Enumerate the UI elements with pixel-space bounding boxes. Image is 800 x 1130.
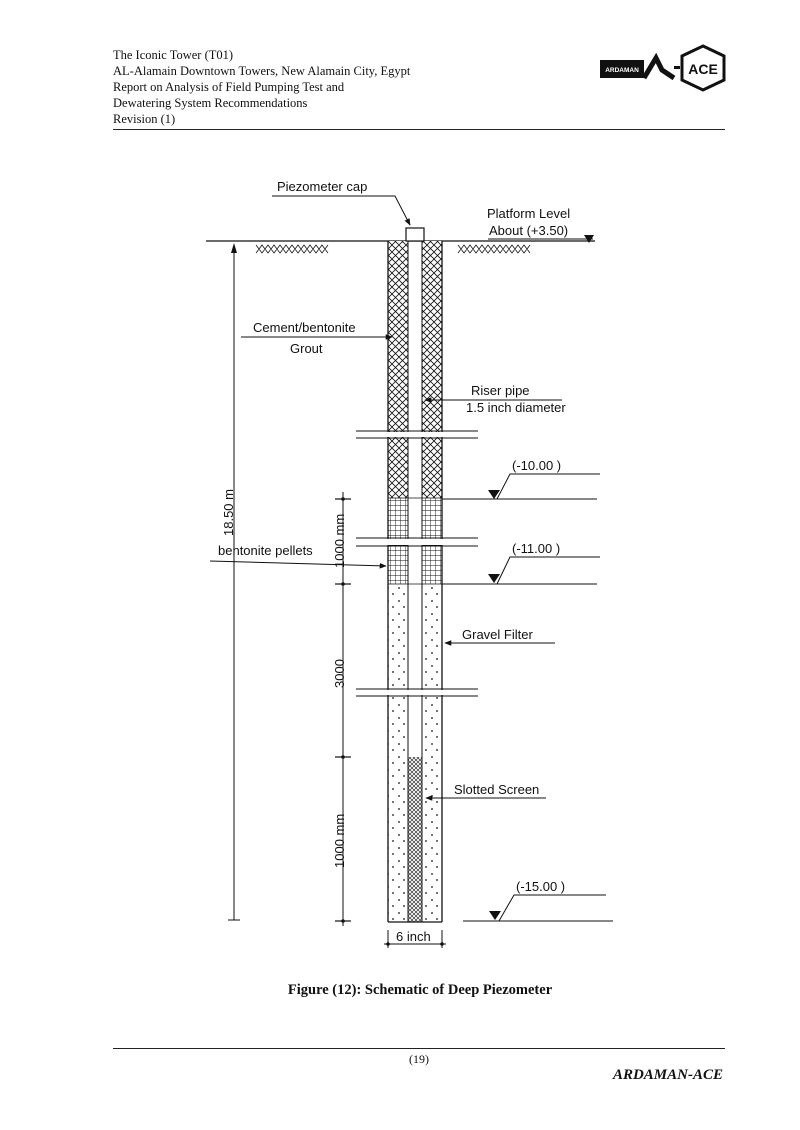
figure-caption: Figure (12): Schematic of Deep Piezometer <box>287 982 553 998</box>
gravel-fill-right <box>422 584 442 922</box>
piezometer-cap <box>406 228 424 241</box>
page-number: (19) <box>409 1052 429 1066</box>
label-dim-bentonite: 1000 mm <box>332 513 347 568</box>
label-level-minus-15: (-15.00 ) <box>516 879 566 894</box>
header-report-title-line1: Report on Analysis of Field Pumping Test and <box>113 80 345 94</box>
label-platform-elevation: About (+3.50) <box>489 223 569 238</box>
label-platform-level: Platform Level <box>487 206 571 221</box>
label-riser-pipe: Riser pipe <box>471 383 530 398</box>
label-dim-gravel: 3000 <box>332 659 347 688</box>
label-grout-2: Grout <box>290 341 323 356</box>
slotted-screen <box>408 757 422 922</box>
footer-divider <box>113 1048 725 1049</box>
soil-hatch-right <box>458 245 530 253</box>
label-bentonite-pellets: bentonite pellets <box>218 543 313 558</box>
label-gravel-filter: Gravel Filter <box>462 627 533 642</box>
level-15-marker <box>489 911 501 920</box>
break-lines <box>356 431 478 696</box>
soil-hatch-left <box>256 245 328 253</box>
label-slotted-screen: Slotted Screen <box>454 782 540 797</box>
label-borehole-width: 6 inch <box>396 929 431 944</box>
header-revision: Revision (1) <box>113 112 176 126</box>
svg-text:ACE: ACE <box>688 61 718 77</box>
label-total-depth: 18.50 m <box>221 489 236 536</box>
grout-fill-right <box>422 241 442 498</box>
label-grout: Cement/bentonite <box>253 320 356 335</box>
svg-text:ARDAMAN: ARDAMAN <box>605 67 639 74</box>
header-project-title: The Iconic Tower (T01) <box>113 48 234 62</box>
header-report-title-line2: Dewatering System Recommendations <box>113 96 308 110</box>
gravel-fill-left <box>388 584 408 922</box>
grout-fill-left <box>388 241 408 498</box>
footer-company-name: ARDAMAN-ACE <box>612 1067 723 1083</box>
label-riser-diameter: 1.5 inch diameter <box>466 400 566 415</box>
label-level-minus-10: (-10.00 ) <box>512 458 562 473</box>
label-piezometer-cap: Piezometer cap <box>277 179 368 194</box>
header-project-location: AL-Alamain Downtown Towers, New Alamain City, Egypt <box>113 64 411 78</box>
label-level-minus-11: (-11.00 ) <box>512 541 561 556</box>
label-dim-screen: 1000 mm <box>332 813 347 868</box>
